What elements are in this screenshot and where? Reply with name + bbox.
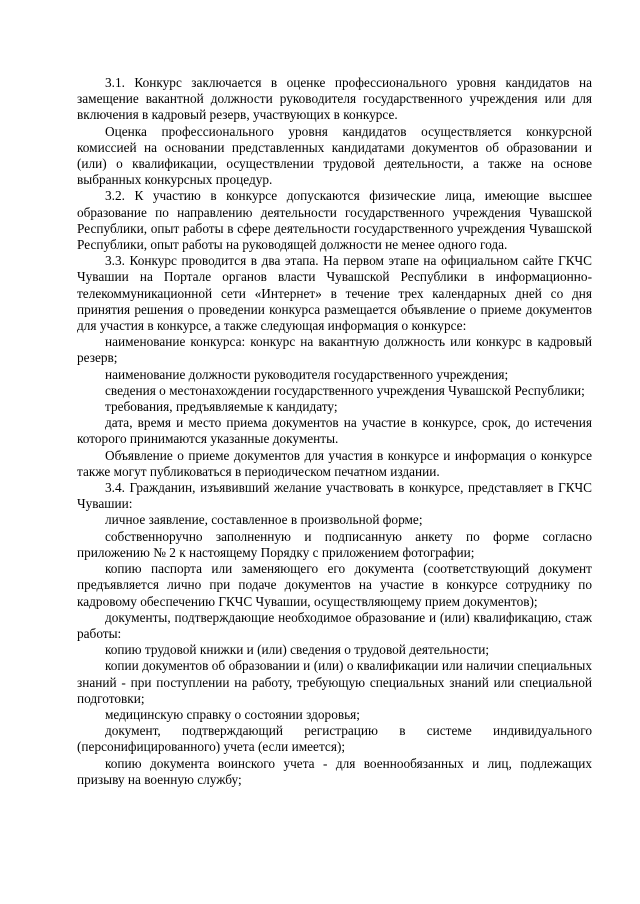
list-item: копии документов об образовании и (или) о квалификации или наличии специальных знаний - при поступлении на работу, требующую специальных знаний или специальной подготовки; <box>77 658 592 706</box>
list-item: копию документа воинского учета - для военнообязанных и лиц, подлежащих призыву на военную службу; <box>77 755 592 787</box>
document-page <box>77 75 592 788</box>
paragraph-3-3: 3.3. Конкурс проводится в два этапа. На первом этапе на официальном сайте ГКЧС Чувашии на Портале органов власти Чувашской Республики в информационно-телекоммуникационной сети «Интернет» в течение трех календарных дней со дня принятия решения о проведении конкурса размещается объявление о приеме документов для участия в конкурсе, а также следующая информация о конкурсе: <box>77 253 592 334</box>
list-item: дата, время и место приема документов на участие в конкурсе, срок, до истечения которого принимаются указанные документы. <box>77 415 592 447</box>
paragraph-announcement: Объявление о приеме документов для участия в конкурсе и информация о конкурсе также могут публиковаться в периодическом печатном издании. <box>77 447 592 479</box>
list-item: наименование конкурса: конкурс на вакантную должность или конкурс в кадровый резерв; <box>77 334 592 366</box>
paragraph-3-1: 3.1. Конкурс заключается в оценке профессионального уровня кандидатов на замещение вакантной должности руководителя государственного учреждения или для включения в кадровый резерв, участвующих в конкурсе. <box>77 75 592 123</box>
list-item: документ, подтверждающий регистрацию в системе индивидуального (персонифицированного) учета (если имеется); <box>77 723 592 755</box>
list-item: личное заявление, составленное в произвольной форме; <box>105 512 423 528</box>
list-item: сведения о местонахождении государственного учреждения Чувашской Республики; <box>105 382 585 398</box>
paragraph-assessment: Оценка профессионального уровня кандидатов осуществляется конкурсной комиссией на основании представленных кандидатами документов об образовании и (или) о квалификации, осуществлении трудовой деятельности, а также на основе выбранных конкурсных процедур. <box>77 123 592 188</box>
list-item: наименование должности руководителя государственного учреждения; <box>105 366 509 382</box>
list-item: требования, предъявляемые к кандидату; <box>105 399 338 415</box>
paragraph-3-2: 3.2. К участию в конкурсе допускаются физические лица, имеющие высшее образование по направлению деятельности государственного учреждения Чувашской Республики, опыт работы в сфере деятельности государственного учреждения Чувашской Республики, опыт работы на руководящей должности не менее одного года. <box>77 188 592 253</box>
list-item: документы, подтверждающие необходимое образование и (или) квалификацию, стаж работы: <box>77 609 592 641</box>
list-item: собственноручно заполненную и подписанную анкету по форме согласно приложению № 2 к настоящему Порядку с приложением фотографии; <box>77 528 592 560</box>
list-item: копию паспорта или заменяющего его документа (соответствующий документ предъявляется лично при подаче документов на участие в конкурсе сотруднику по кадровому обеспечению ГКЧС Чувашии, осуществляющему прием документов); <box>77 561 592 609</box>
paragraph-3-4: 3.4. Гражданин, изъявивший желание участвовать в конкурсе, представляет в ГКЧС Чувашии: <box>77 480 592 512</box>
list-item: копию трудовой книжки и (или) сведения о трудовой деятельности; <box>105 642 490 658</box>
list-item: медицинскую справку о состоянии здоровья; <box>105 706 360 722</box>
